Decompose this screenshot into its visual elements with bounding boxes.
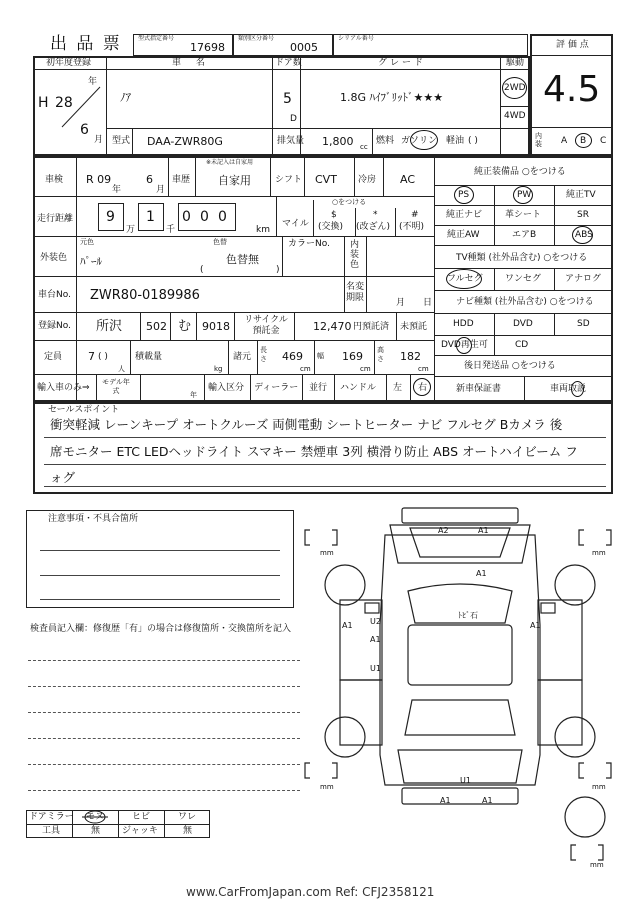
equip-ps-circle-mark	[454, 186, 474, 204]
tv-type-title: TV種類 (社外品含む) ○をつける	[456, 253, 588, 263]
mileage-swap-label: (交換)	[318, 222, 344, 232]
mileage-digit-3: 0	[182, 209, 191, 225]
navi-hdd: HDD	[453, 319, 474, 329]
grade-label: グレード	[378, 58, 427, 68]
navi-cd: CD	[515, 340, 529, 350]
fuel-gasoline-circle-mark	[410, 130, 438, 150]
car-name: ﾉｱ	[120, 91, 131, 104]
tools-value: 無	[91, 826, 101, 836]
jack-label: ジャッキ	[122, 826, 158, 836]
import-dealer: ディーラー	[254, 383, 299, 393]
crack-label: ヒビ	[132, 812, 151, 822]
serial-number-label: シリアル番号	[338, 35, 374, 42]
mileage-label: 走行距離	[37, 214, 74, 224]
class-number-label: 類別区分番号	[238, 35, 275, 42]
equip-airbag: エアB	[512, 230, 537, 240]
tv-fullseg: フルセグ	[447, 274, 483, 284]
tv-fullseg-circle-mark	[446, 269, 482, 289]
sales-points-label: セールスポイント	[48, 405, 120, 415]
damage-mark-u1-rear: U1	[460, 776, 471, 785]
later-owners-manual: 車両取説	[550, 384, 587, 394]
registration-kana: む	[178, 319, 192, 334]
chassis-number: ZWR80-0189986	[90, 288, 200, 303]
navi-type-title: ナビ種類 (社外品含む) ○をつける	[456, 297, 594, 307]
mileage-unknown-symbol: #	[411, 210, 419, 220]
mileage-man-unit: 万	[126, 225, 136, 235]
mileage-tamper-symbol: *	[373, 210, 378, 220]
repaint-paren-open: (	[200, 265, 204, 275]
model-year-label: モデル年式	[102, 378, 130, 395]
registration-area: 所沢	[96, 319, 123, 334]
later-shipment-title: 後日発送品 ○をつける	[464, 361, 556, 371]
fuel-label: 燃料	[376, 136, 395, 146]
equip-genuine-tv: 純正TV	[566, 190, 596, 200]
caution-notes-box	[26, 510, 294, 608]
navi-dvd-playback: DVD再生可	[441, 340, 488, 350]
steering-right: 右	[418, 383, 428, 393]
rating-value: 4.5	[543, 69, 601, 110]
model-type-label: 型式	[112, 136, 131, 146]
equip-pw: PW	[517, 190, 532, 200]
door-mirror-label: ドアミラー	[29, 812, 74, 822]
mm-label-tr: mm	[592, 549, 606, 557]
interior-grade-c: C	[600, 136, 607, 146]
interior-b-circle-mark	[575, 133, 592, 148]
navi-sd: SD	[577, 319, 590, 329]
footer-watermark: www.CarFromJapan.com Ref: CFJ2358121	[186, 885, 435, 899]
fuel-other-paren: ( )	[468, 136, 478, 146]
mileage-tamper-label: (改ざん)	[356, 222, 391, 232]
mileage-unknown-label: (不明)	[399, 222, 425, 232]
color-number-label: カラーNo.	[288, 239, 330, 249]
first-reg-era: H	[38, 95, 49, 111]
width-label: 幅	[317, 352, 324, 360]
capacity-unit: 人	[118, 365, 125, 373]
shift-label: シフト	[275, 175, 303, 185]
import-type-label: 輸入区分	[208, 383, 245, 393]
equip-genuine-navi: 純正ナビ	[446, 210, 483, 220]
equip-ps: PS	[458, 190, 470, 200]
import-parallel: 並行	[309, 383, 328, 393]
height-label: 高さ	[377, 346, 384, 363]
sales-points-line-1: 衝突軽減 レーンキープ オートクルーズ 両側電動 シートヒーター ナビ フルセグ Bカメラ 後	[50, 417, 563, 432]
navi-dvd: DVD	[513, 319, 533, 329]
capacity: 7	[88, 350, 95, 363]
capacity-paren: ( )	[98, 352, 108, 362]
equip-pw-circle-mark	[513, 186, 533, 204]
dimensions-label: 諸元	[233, 352, 252, 362]
ac-label: 冷房	[358, 175, 377, 185]
page-title: 出 品 票	[50, 34, 122, 54]
interior-grade-a: A	[561, 136, 568, 146]
damage-mark-stone-chip: ﾄﾋﾞ石	[458, 611, 478, 620]
width-unit: cm	[360, 365, 371, 373]
inspection-month-unit: 月	[156, 185, 166, 195]
first-reg-month-unit: 月	[94, 135, 104, 145]
damage-mark-a2: A2	[438, 526, 449, 535]
recycle-fee-unit: 円預託済	[353, 322, 390, 332]
mileage-unit: km	[256, 225, 270, 235]
steering-right-circle-mark	[413, 378, 431, 396]
mm-label-tl: mm	[320, 549, 334, 557]
name-change-deadline-label: 名変期限	[346, 282, 365, 303]
drive-4wd: 4WD	[504, 111, 526, 121]
inspection-year-unit: 年	[112, 185, 122, 195]
sales-points-line-3: ォグ	[50, 470, 76, 485]
chassis-label: 車台No.	[38, 290, 71, 300]
mileage-digit-5: 0	[218, 209, 227, 225]
mileage-sen-unit: 千	[166, 225, 176, 235]
equip-abs-circle-mark	[572, 226, 593, 244]
damage-mark-a1-right: A1	[530, 621, 541, 630]
tools-label: 工具	[42, 826, 61, 836]
repaint-status: 色替無	[226, 253, 259, 266]
steering-label: ハンドル	[340, 383, 377, 393]
doors-label: ドア数	[275, 58, 302, 68]
damage-mark-a1-front: A1	[478, 526, 489, 535]
later-new-car-warranty: 新車保証書	[456, 384, 502, 394]
mile-label: マイル	[282, 219, 309, 229]
repaint-paren-close: )	[276, 265, 280, 275]
equip-sunroof: SR	[577, 210, 589, 220]
inspection-month: 6	[146, 173, 153, 186]
registration-class: 502	[146, 320, 167, 333]
fuel-gasoline: ガソリン	[401, 136, 438, 146]
door-count: 5	[283, 91, 292, 107]
damage-mark-a1-rear-right: A1	[482, 796, 493, 805]
registration-number: 9018	[202, 320, 230, 333]
car-name-label: 車 名	[172, 58, 211, 68]
width: 169	[342, 350, 363, 363]
navi-dvd-playback-circle-mark	[456, 337, 472, 354]
ac: AC	[400, 173, 416, 186]
deadline-month-unit: 月	[396, 298, 406, 308]
usage-note: ※未記入は自家用	[206, 159, 254, 166]
registration-label: 登録No.	[38, 321, 71, 331]
interior-color-label: 内装色	[350, 240, 360, 270]
first-reg-month: 6	[80, 122, 89, 138]
drive-label: 駆動	[506, 58, 525, 68]
recycle-fee-label: リサイクル預託金	[244, 315, 288, 336]
drive-2wd-circle-mark	[502, 77, 527, 99]
class-number: 0005	[290, 41, 318, 54]
displacement-label: 排気量	[277, 136, 305, 146]
damage-mark-u1-left: U1	[370, 664, 381, 673]
steering-left: 左	[393, 383, 403, 393]
car-damage-diagram	[300, 505, 635, 875]
damage-mark-a1-left: A1	[342, 621, 353, 630]
fuel-diesel: 軽油	[446, 136, 465, 146]
caution-notes-label: 注意事項・不具合箇所	[48, 514, 139, 524]
model-year-unit: 年	[190, 391, 197, 399]
capacity-label: 定員	[44, 352, 63, 362]
usage-history-label: 車歴	[172, 175, 191, 185]
tv-oneseg: ワンセグ	[505, 274, 542, 284]
mm-label-bl: mm	[320, 783, 334, 791]
model-number-label: 型式指定番号	[138, 35, 175, 42]
rating-label: 評 価 点	[556, 40, 589, 50]
tv-analog: アナログ	[565, 274, 602, 284]
equipment-title: 純正装備品 ○をつける	[474, 167, 566, 177]
mm-label-spare: mm	[590, 861, 604, 869]
door-mirror-strike	[80, 810, 110, 824]
first-reg-year: 28	[55, 95, 73, 111]
recycle-fee: 12,470	[313, 320, 352, 333]
repaint-label: 色替	[213, 238, 227, 246]
deadline-day-unit: 日	[423, 298, 433, 308]
equip-genuine-aw: 純正AW	[447, 230, 480, 240]
length-unit: cm	[300, 365, 311, 373]
load-capacity-label: 積載量	[135, 352, 163, 362]
original-color: ﾊﾟｰﾙ	[80, 255, 102, 268]
later-owners-manual-circle-mark	[571, 381, 584, 397]
drive-2wd: 2WD	[504, 83, 526, 93]
displacement: 1,800	[322, 135, 354, 148]
damage-mark-a1-rear-left: A1	[440, 796, 451, 805]
damage-mark-a1-left-door: A1	[370, 635, 381, 644]
displacement-unit: cc	[360, 143, 368, 151]
sales-points-line-2: 席モニター ETC LEDヘッドライト スマキー 禁煙車 3列 横滑り防止 ABS オートハイビーム フ	[50, 444, 578, 459]
inspection-label: 車検	[45, 175, 64, 185]
equip-leather-seat: 革シート	[505, 210, 542, 220]
break-label: ワレ	[178, 812, 197, 822]
jack-value: 無	[183, 826, 193, 836]
first-registration-label: 初年度登録	[46, 58, 92, 68]
length-label: 長さ	[260, 346, 267, 363]
exterior-color-label: 外装色	[40, 253, 68, 263]
interior-grade-label: 内装	[535, 132, 542, 148]
grade: 1.8G ﾊｲﾌﾞﾘｯﾄﾞ★★★	[340, 91, 444, 104]
damage-mark-u2: U2	[370, 617, 381, 626]
door-mirror-value: モヌ	[86, 812, 105, 822]
length: 469	[282, 350, 303, 363]
mm-label-br: mm	[592, 783, 606, 791]
recycle-not-deposited: 未預託	[400, 322, 428, 332]
inspector-notes-label: 検査員記入欄：修復歴「有」の場合は修復箇所・交換箇所を記入	[30, 624, 292, 634]
interior-grade-b: B	[580, 136, 587, 146]
load-capacity-unit: kg	[214, 365, 223, 373]
model-type: DAA-ZWR80G	[147, 135, 223, 148]
shift: CVT	[315, 173, 337, 186]
mileage-mark-note: ○をつける	[332, 198, 367, 206]
height-unit: cm	[418, 365, 429, 373]
door-type: D	[290, 114, 297, 124]
usage-history: 自家用	[218, 174, 251, 187]
mileage-digit-1: 9	[106, 209, 115, 225]
equip-abs: ABS	[575, 230, 593, 240]
first-reg-year-unit: 年	[88, 77, 98, 87]
import-only-label: 輸入車のみ⇒	[37, 383, 90, 393]
mileage-swap-symbol: $	[331, 210, 337, 220]
mileage-digit-2: 1	[146, 209, 155, 225]
original-color-label: 元色	[80, 238, 94, 246]
damage-mark-a1-hood: A1	[476, 569, 487, 578]
mileage-digit-4: 0	[200, 209, 209, 225]
model-number: 17698	[190, 41, 225, 54]
inspection-date: R 09	[86, 173, 112, 186]
height: 182	[400, 350, 421, 363]
